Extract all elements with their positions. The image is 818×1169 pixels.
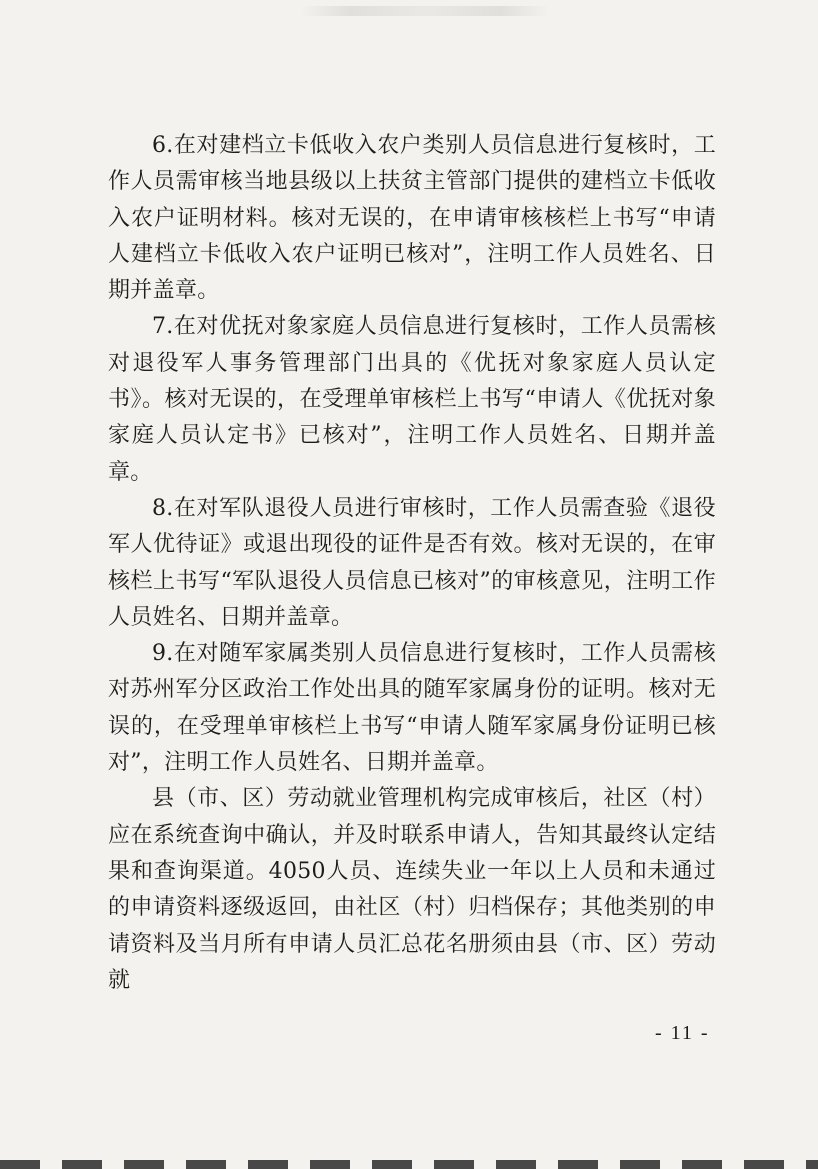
scan-artifact-top: [300, 6, 550, 16]
paragraph-9: 9.在对随军家属类别人员信息进行复核时，工作人员需核对苏州军分区政治工作处出具的随军家属身份的证明。核对无误的，在受理单审核栏上书写“申请人随军家属身份证明已核对”，注明工作人员姓名、日期并盖章。: [108, 641, 716, 776]
paragraph-7: 7.在对优抚对象家庭人员信息进行复核时，工作人员需核对退役军人事务管理部门出具的《优抚对象家庭人员认定书》。核对无误的，在受理单审核栏上书写“申请人《优抚对象家庭人员认定书》已核对”，注明工作人员姓名、日期并盖章。: [108, 314, 716, 485]
paragraph-8: 8.在对军队退役人员进行审核时，工作人员需查验《退役军人优待证》或退出现役的证件是否有效。核对无误的，在审核栏上书写“军队退役人员信息已核对”的审核意见，注明工作人员姓名、日期并盖章。: [108, 495, 716, 630]
scan-artifact-bottom: [0, 1160, 818, 1169]
paragraph-county: 县（市、区）劳动就业管理机构完成审核后，社区（村）应在系统查询中确认，并及时联系申请人，告知其最终认定结果和查询渠道。4050人员、连续失业一年以上人员和未通过的申请资料逐级返回，由社区（村）归档保存；其他类别的申请资料及当月所有申请人员汇总花名册须由县（市、区）劳动就: [108, 786, 716, 993]
document-body: [108, 128, 716, 999]
page-number: - 11 -: [655, 1022, 710, 1044]
paragraph-6: 6.在对建档立卡低收入农户类别人员信息进行复核时，工作人员需审核当地县级以上扶贫主管部门提供的建档立卡低收入农户证明材料。核对无误的，在申请审核核栏上书写“申请人建档立卡低收入农户证明已核对”，注明工作人员姓名、日期并盖章。: [108, 133, 716, 304]
